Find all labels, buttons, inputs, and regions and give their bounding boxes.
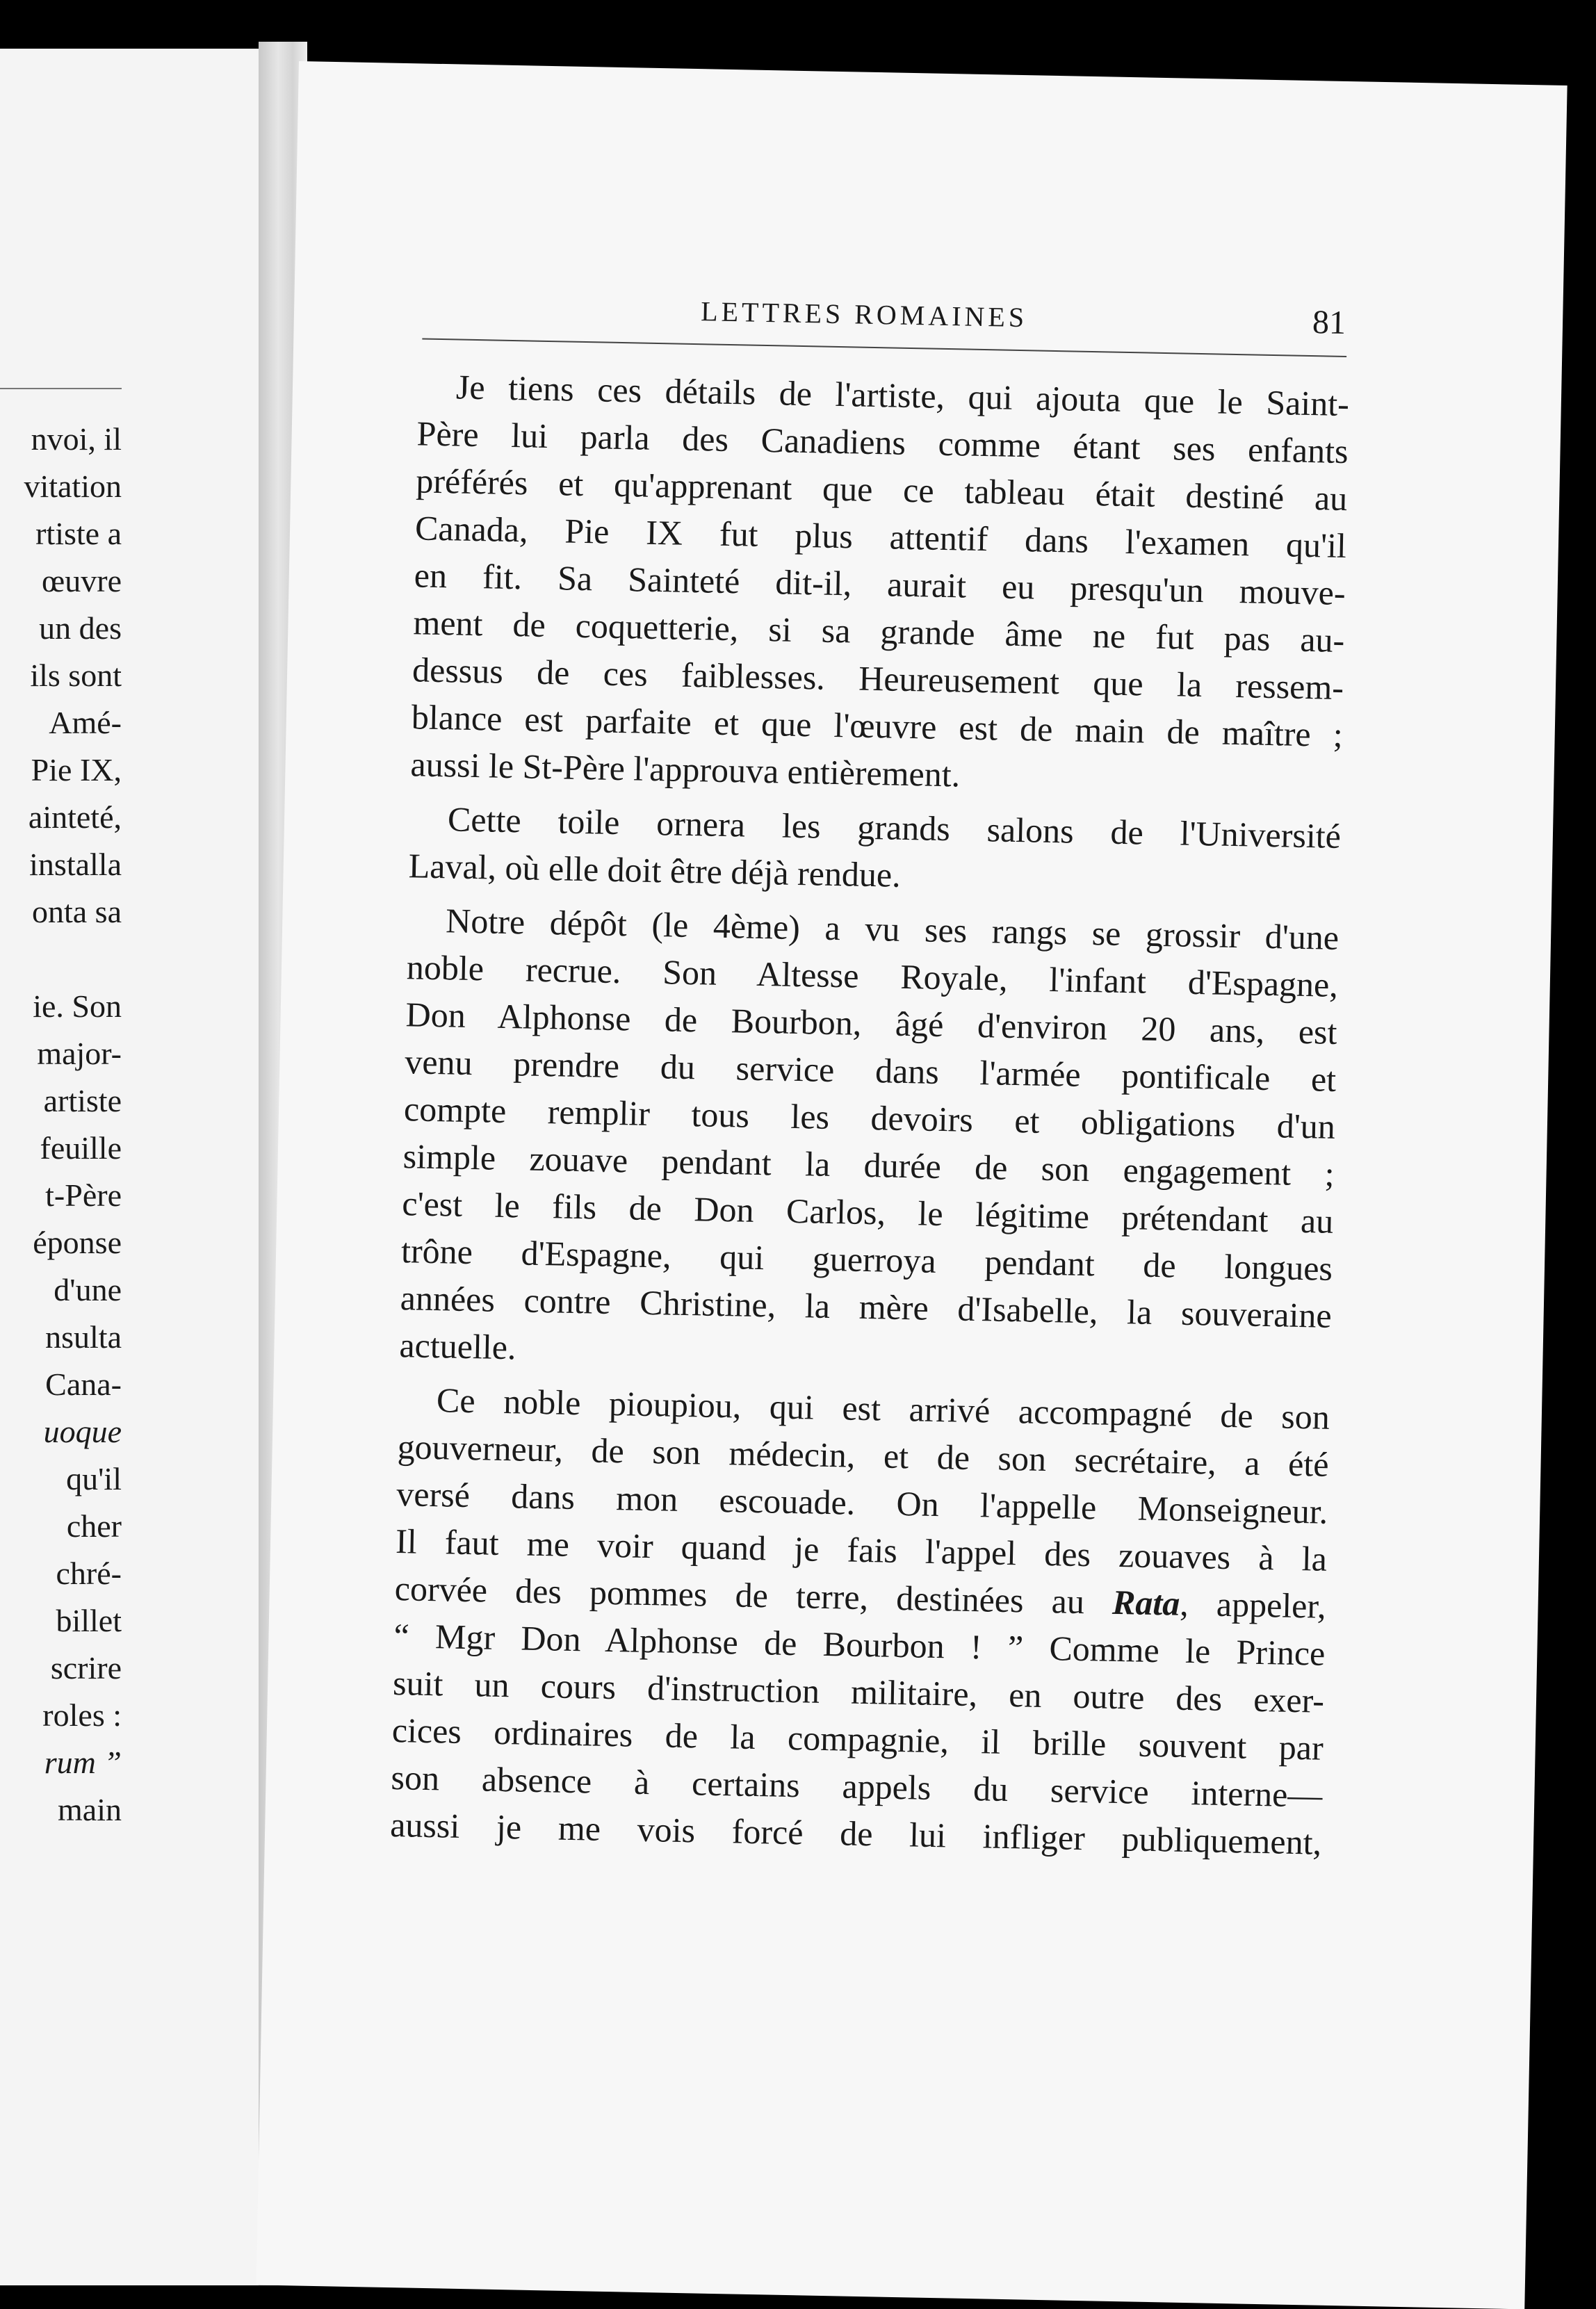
running-head: LETTRES ROMAINES xyxy=(700,295,1028,334)
left-text-line: cher xyxy=(66,1508,122,1544)
text-line: trône d'Espagne, qui guerroya pendant de longues xyxy=(400,1231,1333,1288)
italic-word: Rata xyxy=(1112,1582,1180,1623)
left-text-line: nvoi, il xyxy=(31,421,122,457)
text-fragment: , appeler, xyxy=(1179,1583,1327,1626)
text-line: années contre Christine, la mère d'Isabelle, la souveraine xyxy=(400,1278,1333,1335)
left-text-line: Cana- xyxy=(45,1366,122,1402)
text-line: dessus de ces faiblesses. Heureusement que la ressem- xyxy=(412,650,1344,708)
left-text-line: éponse xyxy=(33,1225,122,1260)
text-line: Il faut me voir quand je fais l'appel des zouaves à la xyxy=(395,1521,1328,1578)
text-line: Don Alphonse de Bourbon, âgé d'environ 20 ans, est xyxy=(405,995,1337,1052)
body-text xyxy=(389,362,1349,1873)
left-page-text xyxy=(0,416,122,1834)
left-text-line: scrire xyxy=(50,1650,122,1686)
text-line: suit un cours d'instruction militaire, en outre des exer- xyxy=(392,1663,1325,1720)
text-line: blance est parfaite et que l'œuvre est de main de maître ; xyxy=(411,697,1344,755)
left-text-line: onta sa xyxy=(31,894,122,929)
left-text-line: billet xyxy=(56,1603,122,1638)
left-text-line: œuvre xyxy=(42,563,122,598)
left-text-line: rum ” xyxy=(44,1745,122,1780)
text-line: Notre dépôt (le 4ème) a vu ses rangs se grossir d'une xyxy=(445,901,1340,957)
left-text-line: un des xyxy=(39,610,122,646)
left-text-line: main xyxy=(58,1792,122,1827)
left-text-line: chré- xyxy=(56,1556,122,1591)
paragraph xyxy=(408,794,1341,907)
left-text-line: installa xyxy=(29,847,122,882)
left-text-line: qu'il xyxy=(66,1461,122,1496)
left-text-line: ils sont xyxy=(30,658,122,693)
text-line: Cette toile ornera les grands salons de l'Université xyxy=(447,799,1342,856)
text-line: venu prendre du service dans l'armée pontificale et xyxy=(404,1042,1337,1099)
head-rule xyxy=(422,338,1346,357)
left-text-line: nsulta xyxy=(45,1319,122,1355)
left-text-line: vitation xyxy=(24,468,122,504)
text-line: ment de coquetterie, si sa grande âme ne fut pas au- xyxy=(412,603,1345,660)
text-line: en fit. Sa Sainteté dit-il, aurait eu presqu'un mouve- xyxy=(414,555,1346,613)
text-line: versé dans mon escouade. On l'appelle Monseigneur. xyxy=(396,1474,1328,1531)
left-text-line: artiste xyxy=(43,1083,122,1118)
left-text-line: ie. Son xyxy=(33,988,122,1024)
paragraph xyxy=(410,362,1350,806)
paragraph xyxy=(390,1376,1330,1866)
text-line: actuelle. xyxy=(399,1325,517,1367)
text-line: Je tiens ces détails de l'artiste, qui ajouta que le Saint- xyxy=(455,367,1350,424)
left-text-line: ainteté, xyxy=(28,799,122,835)
left-text-line: t-Père xyxy=(45,1177,122,1213)
scan-border-right xyxy=(1568,0,1596,2285)
text-line: noble recrue. Son Altesse Royale, l'infant d'Espagne, xyxy=(406,947,1339,1004)
left-text-line: rtiste a xyxy=(35,516,122,551)
paragraph xyxy=(399,896,1340,1387)
left-text-line: uoque xyxy=(43,1414,122,1449)
text-line: “ Mgr Don Alphonse de Bourbon ! ” Comme le Prince xyxy=(393,1616,1326,1673)
text-line: Père lui parla des Canadiens comme étant ses enfants xyxy=(416,414,1349,471)
left-text-line: d'une xyxy=(54,1272,122,1307)
text-line: compte remplir tous les devoirs et obligations d'un xyxy=(403,1089,1336,1146)
text-line: c'est le fils de Don Carlos, le légitime prétendant au xyxy=(401,1184,1334,1241)
text-line: Ce noble pioupiou, qui est arrivé accompagné de son xyxy=(436,1380,1330,1437)
page-number: 81 xyxy=(1312,304,1346,341)
text-fragment: corvée des pommes de terre, destinées au xyxy=(394,1569,1113,1622)
text-line: Laval, où elle doit être déjà rendue. xyxy=(408,846,902,895)
left-text-line: major- xyxy=(37,1036,122,1071)
text-line: préférés et qu'apprenant que ce tableau était destiné au xyxy=(415,461,1348,519)
text-line: aussi le St-Père l'approuva entièrement. xyxy=(410,744,961,794)
text-line: cices ordinaires de la compagnie, il brille souvent par xyxy=(391,1711,1324,1768)
left-page xyxy=(0,49,268,2285)
text-line: Canada, Pie IX fut plus attentif dans l'examen qu'il xyxy=(414,508,1347,566)
left-text-line: Amé- xyxy=(49,705,122,740)
left-text-line xyxy=(0,936,122,983)
left-head-rule xyxy=(0,388,122,389)
right-page xyxy=(256,61,1568,2309)
left-text-line: roles : xyxy=(42,1697,122,1733)
text-line: simple zouave pendant la durée de son engagement ; xyxy=(402,1136,1335,1193)
text-line: aussi je me vois forcé de lui infliger publiquement, xyxy=(389,1804,1322,1862)
text-line: gouverneur, de son médecin, et de son secrétaire, a été xyxy=(397,1427,1330,1484)
text-line: son absence à certains appels du service interne— xyxy=(391,1758,1323,1815)
left-text-line: Pie IX, xyxy=(31,752,122,788)
left-text-line: feuille xyxy=(40,1130,122,1166)
